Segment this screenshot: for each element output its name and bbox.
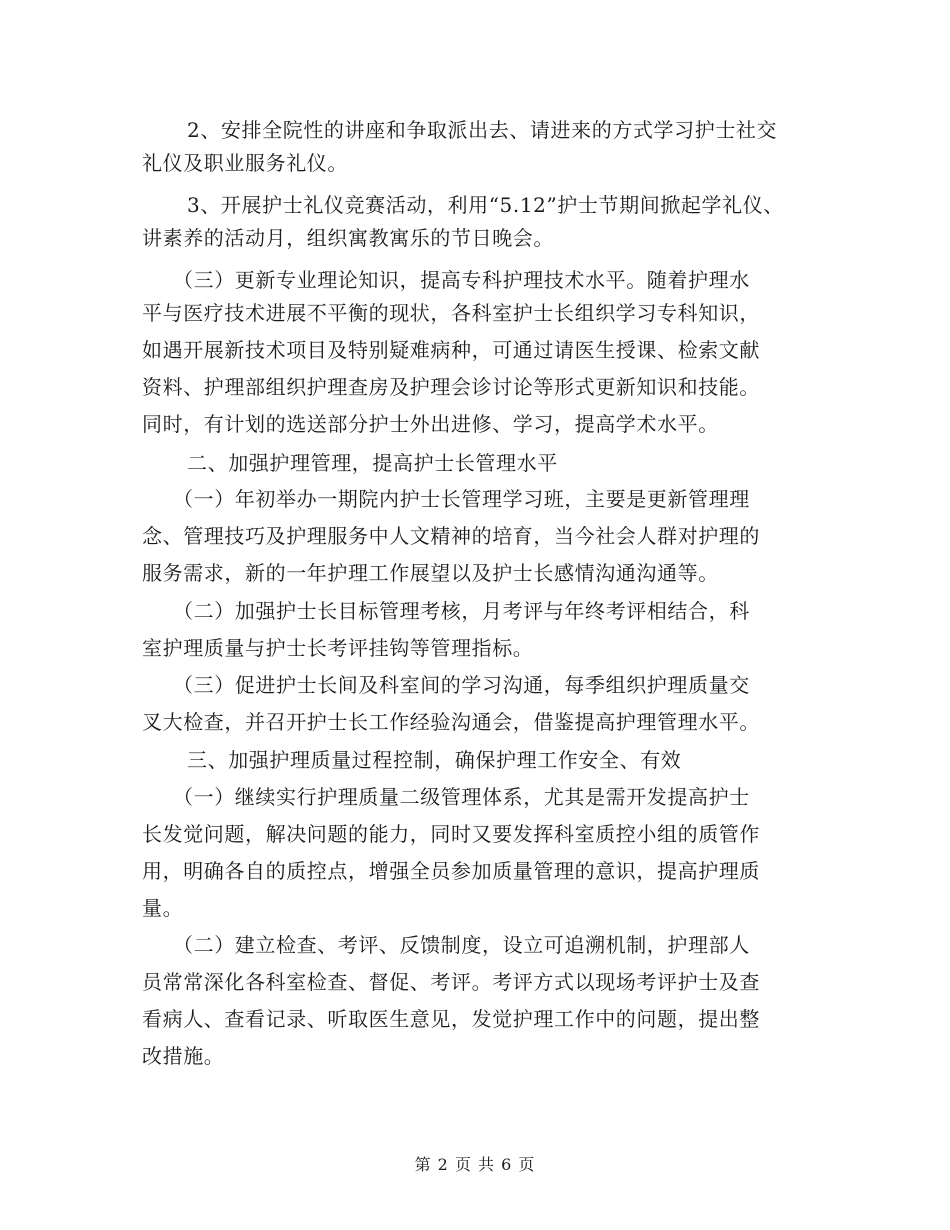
paragraph-line: 3、开展护士礼仪竞赛活动，利用“5.12”护士节期间掀起学礼仪、 [187, 193, 784, 217]
paragraph-line: 叉大检查，并召开护士长工作经验沟通会，借鉴提高护理管理水平。 [142, 710, 760, 734]
section-heading: 二、加强护理管理，提高护士长管理水平 [187, 451, 558, 475]
paragraph-line: （一）继续实行护理质量二级管理体系，尤其是需开发提高护士 [173, 785, 750, 809]
paragraph-line: 看病人、查看记录、听取医生意见，发觉护理工作中的问题，提出整 [142, 1007, 760, 1031]
paragraph-line: 量。 [142, 896, 184, 920]
page-number-footer: 第 2 页 共 6 页 [414, 1155, 536, 1174]
paragraph-line: （一）年初举办一期院内护士长管理学习班，主要是更新管理理 [173, 487, 750, 511]
paragraph-line: 如遇开展新技术项目及特别疑难病种，可通过请医生授课、检索文献 [142, 338, 760, 362]
paragraph-line: （二）加强护士长目标管理考核，月考评与年终考评相结合，科 [173, 599, 750, 623]
paragraph-line: 改措施。 [142, 1044, 225, 1068]
paragraph-line: 用，明确各自的质控点，增强全员参加质量管理的意识，提高护理质 [142, 859, 760, 883]
paragraph-line: （二）建立检查、考评、反馈制度，设立可追溯机制，护理部人 [173, 933, 750, 957]
paragraph-line: 讲素养的活动月，组织寓教寓乐的节日晚会。 [142, 226, 554, 250]
paragraph-line: 礼仪及职业服务礼仪。 [142, 151, 348, 175]
paragraph-line: （三）促进护士长间及科室间的学习沟通，每季组织护理质量交 [173, 673, 750, 697]
paragraph-line: （三）更新专业理论知识，提高专科护理技术水平。随着护理水 [173, 268, 750, 292]
paragraph-line: 室护理质量与护士长考评挂钩等管理指标。 [142, 636, 534, 660]
section-heading: 三、加强护理质量过程控制，确保护理工作安全、有效 [187, 748, 682, 772]
paragraph-line: 员常常深化各科室检查、督促、考评。考评方式以现场考评护士及查 [142, 970, 760, 994]
paragraph-line: 服务需求，新的一年护理工作展望以及护士长感情沟通沟通等。 [142, 561, 719, 585]
paragraph-line: 长发觉问题，解决问题的能力，同时又要发挥科室质控小组的质管作 [142, 822, 760, 846]
paragraph-line: 念、管理技巧及护理服务中人文精神的培育，当今社会人群对护理的 [142, 524, 760, 548]
paragraph-line: 同时，有计划的选送部分护士外出进修、学习，提高学术水平。 [142, 412, 719, 436]
paragraph-line: 2、安排全院性的讲座和争取派出去、请进来的方式学习护士社交 [187, 118, 778, 142]
paragraph-line: 平与医疗技术进展不平衡的现状，各科室护士长组织学习专科知识， [142, 301, 760, 325]
paragraph-line: 资料、护理部组织护理查房及护理会诊讨论等形式更新知识和技能。 [142, 375, 760, 399]
